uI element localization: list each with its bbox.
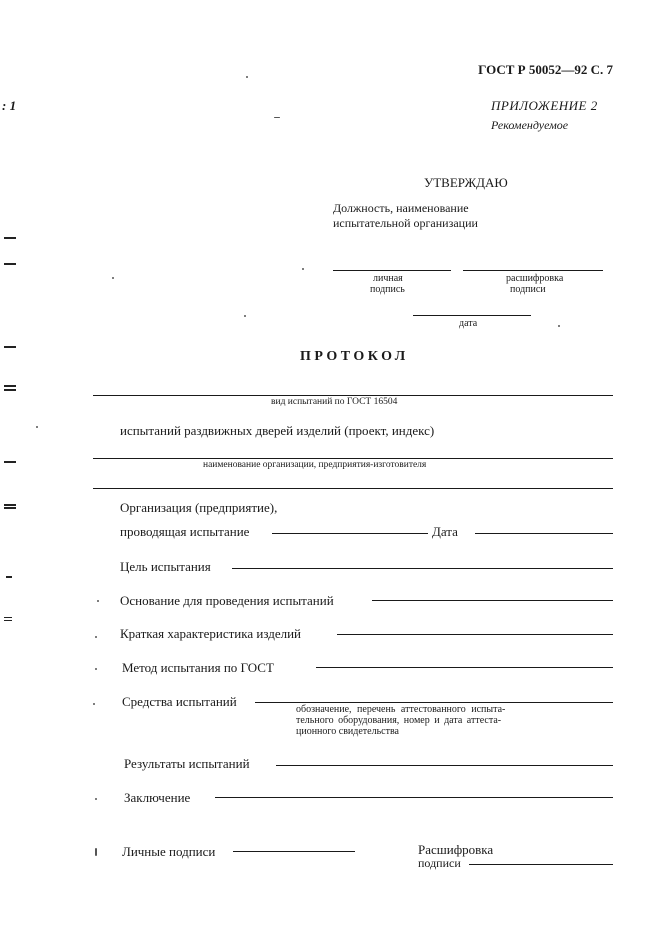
- scan-dot: [93, 703, 95, 705]
- scan-dot: [97, 600, 99, 602]
- scan-dot: [112, 277, 114, 279]
- appendix-title: ПРИЛОЖЕНИЕ 2: [491, 98, 598, 113]
- manufacturer-caption: наименование организации, предприятия-изготовителя: [203, 460, 427, 470]
- characteristics-field[interactable]: [337, 634, 613, 635]
- margin-dash: [4, 346, 16, 348]
- conclusion-field[interactable]: [215, 797, 613, 798]
- means-field[interactable]: [255, 702, 613, 703]
- scan-dot: [36, 426, 38, 428]
- approval-signature-line: [333, 270, 451, 271]
- decoding-caption-line2: подписи: [510, 284, 546, 295]
- basis-label: Основание для проведения испытаний: [120, 593, 334, 608]
- decoding-label-line2: подписи: [418, 856, 461, 870]
- separator-line: [93, 488, 613, 489]
- signatures-field[interactable]: [233, 851, 355, 852]
- protocol-title: ПРОТОКОЛ: [300, 349, 409, 364]
- margin-dash: [4, 389, 16, 391]
- results-field[interactable]: [276, 765, 613, 766]
- signatures-label: Личные подписи: [122, 844, 216, 859]
- approval-title: УТВЕРЖДАЮ: [424, 175, 508, 190]
- date-label: Дата: [432, 524, 458, 539]
- margin-dash: [4, 617, 12, 618]
- signature-caption-line1: личная: [373, 273, 403, 284]
- purpose-label: Цель испытания: [120, 559, 211, 574]
- decoding-label-line1: Расшифровка: [418, 842, 494, 857]
- date-field[interactable]: [475, 533, 613, 534]
- margin-dash: [4, 385, 16, 387]
- scan-dot: [274, 117, 280, 118]
- margin-dash: [4, 263, 16, 265]
- scan-dot: [246, 76, 248, 78]
- organization-field[interactable]: [272, 533, 428, 534]
- means-note-line2: тельного оборудования, номер и дата аттеста-: [296, 715, 502, 726]
- conclusion-label: Заключение: [124, 790, 191, 805]
- basis-field[interactable]: [372, 600, 613, 601]
- scan-dot: [244, 315, 246, 317]
- date-caption: дата: [459, 318, 478, 329]
- scan-dot: [302, 268, 304, 270]
- method-field[interactable]: [316, 667, 613, 668]
- margin-dash: [6, 576, 12, 578]
- means-note-line3: ционного свидетельства: [296, 726, 399, 737]
- characteristics-label: Краткая характеристика изделий: [120, 626, 302, 641]
- margin-dash: [4, 507, 16, 509]
- decoding-caption-line1: расшифровка: [506, 273, 564, 284]
- standard-header: ГОСТ Р 50052—92 С. 7: [478, 62, 613, 77]
- signature-caption-line2: подпись: [370, 284, 405, 295]
- means-note-line1: обозначение, перечень аттестованного испыта-: [296, 704, 506, 715]
- test-subject: испытаний раздвижных дверей изделий (проект, индекс): [120, 423, 435, 438]
- approval-date-line: [413, 315, 531, 316]
- approval-position-line1: Должность, наименование: [333, 201, 469, 215]
- decoding-field[interactable]: [469, 864, 613, 865]
- scan-dot: [558, 325, 560, 327]
- approval-position-line2: испытательной организации: [333, 216, 478, 230]
- manufacturer-line: [93, 458, 613, 459]
- margin-dash: [4, 620, 12, 621]
- scan-dot: [95, 798, 97, 800]
- margin-dash: [4, 461, 16, 463]
- scan-dot: [95, 668, 97, 670]
- approval-decoding-line: [463, 270, 603, 271]
- purpose-field[interactable]: [232, 568, 613, 569]
- appendix-subtitle: Рекомендуемое: [491, 118, 569, 132]
- margin-dash: [4, 237, 16, 239]
- means-label: Средства испытаний: [122, 694, 237, 709]
- organization-label-line2: проводящая испытание: [120, 524, 250, 539]
- scan-dot: [95, 636, 97, 638]
- test-type-line: [93, 395, 613, 396]
- test-type-caption: вид испытаний по ГОСТ 16504: [271, 397, 398, 407]
- method-label: Метод испытания по ГОСТ: [122, 660, 274, 675]
- margin-dash: [4, 504, 16, 506]
- organization-label-line1: Организация (предприятие),: [120, 500, 278, 515]
- scan-dot: [95, 848, 97, 856]
- margin-mark: : 1: [2, 98, 17, 113]
- results-label: Результаты испытаний: [124, 756, 250, 771]
